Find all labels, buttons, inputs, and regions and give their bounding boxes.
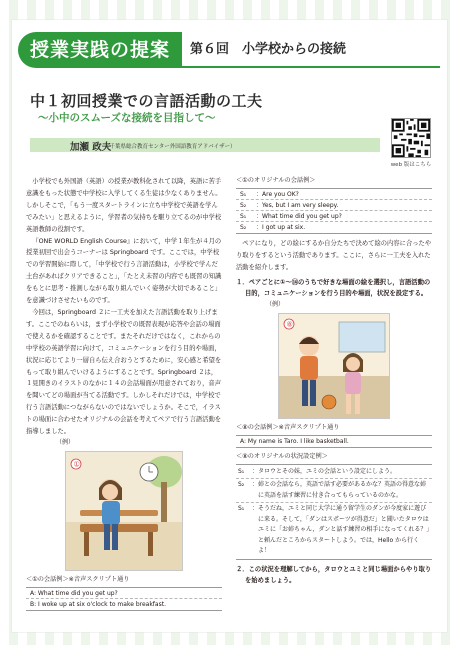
dialogue-label: ＜①の会話例＞※音声スクリプト通り bbox=[26, 575, 130, 583]
qr-code-icon bbox=[392, 119, 430, 157]
dialogue-label: ＜⑧の会話例＞※音声スクリプト通り bbox=[236, 423, 340, 431]
example-label: （例） bbox=[266, 300, 285, 308]
situation-line bbox=[236, 503, 432, 558]
situation-label: ＜⑧のオリジナルの状況設定例＞ bbox=[236, 452, 328, 460]
dialogue-label: ＜①のオリジナルの会話例＞ bbox=[236, 177, 316, 184]
dialogue-line: A: My name is Taro. I like basketball. bbox=[240, 437, 349, 445]
illustration-two-kids bbox=[278, 313, 390, 419]
qr-code[interactable] bbox=[391, 118, 431, 158]
speaker-colon: ： bbox=[256, 224, 263, 231]
article-title: 中１初回授業での言語活動の工夫 bbox=[30, 92, 263, 110]
example-label: （例） bbox=[56, 438, 75, 446]
header-rule bbox=[182, 66, 440, 68]
dialogue-box bbox=[26, 587, 222, 611]
speaker-label: S₁ bbox=[238, 467, 245, 475]
dialogue-text: Yes, but I am very sleepy. bbox=[262, 202, 339, 209]
issue-title: 第６回 小学校からの接続 bbox=[190, 42, 347, 57]
dialogue-line: B: I woke up at six o'clock to make breakfast. bbox=[30, 600, 166, 608]
speaker-label: S₂ bbox=[238, 481, 245, 489]
situation-text: タロウとその妹，ユミの会話という設定にしよう。 bbox=[258, 467, 397, 475]
dialogue-text: Are you OK? bbox=[262, 191, 299, 198]
left-column bbox=[26, 176, 222, 615]
author-name: 加瀬 政夫 bbox=[70, 142, 112, 153]
dialogue-box bbox=[236, 435, 432, 448]
situation-text: 姉との会話なら，英語で話す必要があるかな？英語の得意な姉に英語を話す練習に付き合ってもらっているのかな。 bbox=[258, 481, 427, 499]
speaker-label: S₁ bbox=[240, 191, 247, 198]
dialogue-line bbox=[236, 200, 432, 211]
qr-caption: web 版はこちら bbox=[390, 162, 432, 168]
svg-text:⑧: ⑧ bbox=[286, 320, 293, 329]
activity-step-2: ２．この状況を理解してから，タロウとユミと同じ場面からやり取りを始めましょう。 bbox=[236, 565, 432, 585]
dialogue-line bbox=[236, 189, 432, 200]
situation-box bbox=[236, 464, 432, 560]
illustration-girl-bench bbox=[65, 451, 183, 571]
speaker-colon: ： bbox=[256, 191, 263, 198]
speaker-label: S₂ bbox=[240, 224, 247, 231]
dialogue-box bbox=[236, 188, 432, 234]
activity-step-1: １．ペアごとに①〜⑭のうちで好きな場面の絵を選択し，言語活動の目的，コミュニケーションを行う目的や場面，状況を設定する。 bbox=[236, 278, 431, 298]
svg-text:①: ① bbox=[73, 460, 80, 469]
speaker-colon: ： bbox=[252, 481, 259, 489]
speaker-colon: ： bbox=[256, 213, 263, 220]
paragraph: 小学校でも外国語（英語）の授業が教科化されて以降，英語に苦手意識をもった状態で中学校に入学してくる生徒は少なくありません。しかしそこで，「もう一度スタートラインに立ち中学校で英語を学んでみたい」と思えるように，学習者の気持ちを駆り立てるのが中学校英語教師の役割です。 bbox=[26, 178, 222, 233]
dialogue-line bbox=[236, 222, 432, 233]
author-role: （千葉県総合教育センター外国語教育アドバイザー） bbox=[104, 144, 236, 150]
speaker-colon: ： bbox=[256, 202, 263, 209]
speaker-colon: ： bbox=[252, 505, 259, 513]
speaker-label: S₂ bbox=[240, 202, 247, 209]
situation-line bbox=[236, 479, 432, 503]
right-column bbox=[236, 176, 432, 587]
speaker-colon: ： bbox=[252, 467, 259, 475]
paragraph: 今回は，Springboard ２に一工夫を加えた言語活動を取り上げます。ここでのねらいは，まず小学校での既習表現が応答や会話の場面で使えるかを確認することです。またそれだけではなく，これからの中学校の英語学習に向けて，コミュニケーションを行う目的や場面，状況に応じてより一層自ら伝え合おうとするために，安心感と希望をもって取り組んでいけるようにすることです。Springboard ２は，１見開きのイラストのなかに１４の会話場面が用意されており，音声を聞いてどの場面が当てる活動です。しかしそれだけでは，中学校で行う言語活動につながらないのではないでしょうか。そこで，イラストの場面に合わせたオリジナルの会話を考えてペアで行う言語活動を指導しました。 bbox=[26, 308, 222, 436]
dialogue-text: What time did you get up? bbox=[262, 213, 342, 220]
situation-line bbox=[236, 466, 432, 480]
dialogue-line: A: What time did you get up? bbox=[26, 588, 222, 599]
dialogue-line bbox=[236, 211, 432, 222]
girl-on-bench-illustration-icon bbox=[66, 452, 183, 571]
speaker-label: S₁ bbox=[240, 213, 247, 220]
situation-text: そうだね，ユミと同じ大学に通う留学生のダンが今度家に遊びに来る。そして，「ダンはスポーツが得意だ」と聞いたタロウはユミに「お姉ちゃん，ダンと話す練習の相手になってくれる？」と頼んだところからスタートしよう。では，Hello から行くよ！ bbox=[258, 505, 430, 555]
two-kids-illustration-icon bbox=[279, 314, 390, 419]
dialogue-text: I got up at six. bbox=[262, 224, 306, 231]
series-title: 授業実践の提案 bbox=[29, 39, 170, 61]
paragraph: ペアになり，どの絵にするか自分たちで決めて絵の内容に合ったやり取りをするという活動であります。ここに，さらに一工夫を入れた活動を紹介します。 bbox=[236, 240, 432, 271]
paragraph: 『ONE WORLD English Course』において，中学１年生が４月の授業初回で出会うコーナーは Springboard です。ここでは，中学校での学習開始に際して，「中学校で行う言語活動は，小学校で学んだ土台があればクリアできること」，「たとえ未習の内容でも既習の知識をもとに思考・推測しながら取り組んでいく姿勢が大切であること」を意識づけさせたいものです。 bbox=[26, 237, 222, 305]
speaker-label: S₁ bbox=[238, 505, 245, 513]
series-header bbox=[18, 32, 440, 76]
article-subtitle: 〜小中のスムーズな接続を目指して〜 bbox=[38, 112, 216, 124]
